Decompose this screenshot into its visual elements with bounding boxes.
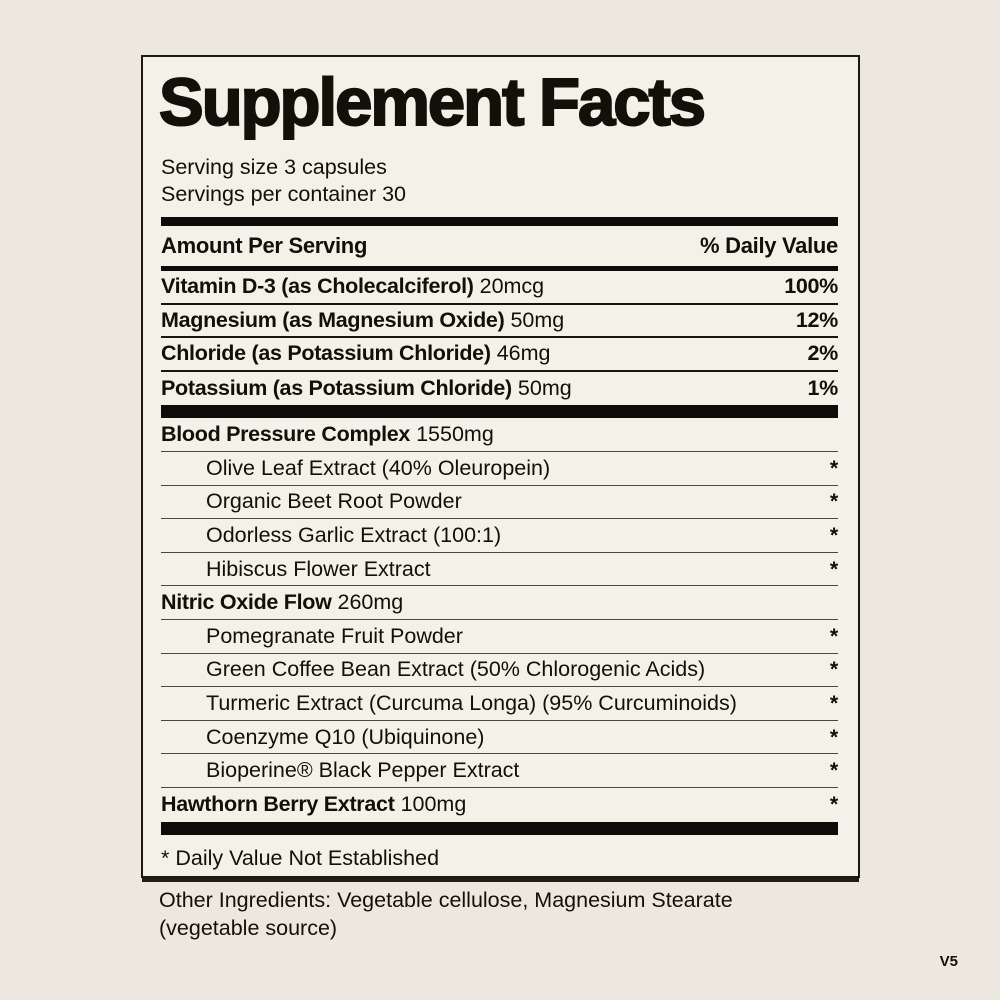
- nutrient-amount: 46mg: [496, 341, 551, 366]
- blend-amount: 260mg: [337, 590, 404, 615]
- ingredient-name: Bioperine® Black Pepper Extract: [206, 758, 520, 783]
- daily-value-header: % Daily Value: [700, 233, 838, 258]
- nutrient-daily-value: 100%: [784, 274, 838, 299]
- other-ingredients: [159, 886, 879, 942]
- nutrient-amount: 50mg: [510, 307, 565, 332]
- serving-size: Serving size 3 capsules: [161, 155, 387, 179]
- blend-amount: 1550mg: [416, 422, 494, 447]
- nutrient-name: Vitamin D-3 (as Cholecalciferol): [161, 274, 474, 299]
- ingredient-name: Turmeric Extract (Curcuma Longa) (95% Curcuminoids): [206, 690, 737, 715]
- panel-title: Supplement Facts: [159, 65, 705, 140]
- blend-header-row: [161, 788, 838, 822]
- ingredient-row: [161, 452, 838, 486]
- ingredient-row: [161, 654, 838, 688]
- ingredient-row: [161, 620, 838, 654]
- nutrient-row: [161, 338, 838, 372]
- ingredient-daily-value: *: [829, 522, 838, 547]
- ingredient-name: Odorless Garlic Extract (100:1): [206, 522, 502, 547]
- nutrient-daily-value: 12%: [795, 307, 838, 332]
- divider-bar-bottom: [161, 822, 838, 835]
- ingredient-daily-value: *: [829, 657, 838, 682]
- amount-per-serving-header: Amount Per Serving: [161, 233, 368, 258]
- servings-per-container: Servings per container 30: [161, 182, 407, 206]
- nutrient-daily-value: 1%: [807, 376, 838, 401]
- nutrient-daily-value: 2%: [807, 341, 838, 366]
- ingredient-daily-value: *: [829, 623, 838, 648]
- blend-name: Blood Pressure Complex: [161, 422, 411, 447]
- ingredient-daily-value: *: [829, 758, 838, 783]
- nutrient-amount: 20mcg: [479, 274, 545, 299]
- ingredient-daily-value: *: [829, 556, 838, 581]
- version-label: V5: [939, 953, 958, 970]
- nutrient-name: Magnesium (as Magnesium Oxide): [161, 307, 505, 332]
- blend-name: Hawthorn Berry Extract: [161, 792, 395, 817]
- ingredient-name: Hibiscus Flower Extract: [206, 556, 431, 581]
- ingredient-name: Green Coffee Bean Extract (50% Chlorogenic Acids): [206, 657, 706, 682]
- blend-daily-value: *: [829, 792, 838, 817]
- ingredient-daily-value: *: [829, 489, 838, 514]
- blend-header-row: [161, 418, 838, 452]
- column-headers: [161, 226, 838, 266]
- nutrient-row: [161, 305, 838, 339]
- ingredient-row: [161, 553, 838, 587]
- nutrient-name: Potassium (as Potassium Chloride): [161, 376, 512, 401]
- divider-bar-top: [161, 217, 838, 226]
- ingredient-name: Olive Leaf Extract (40% Oleuropein): [206, 455, 551, 480]
- nutrient-row: [161, 372, 838, 406]
- ingredient-daily-value: *: [829, 455, 838, 480]
- blend-amount: 100mg: [400, 792, 467, 817]
- nutrient-row: [161, 271, 838, 305]
- ingredient-name: Pomegranate Fruit Powder: [206, 623, 463, 648]
- daily-value-footnote: * Daily Value Not Established: [161, 845, 440, 870]
- divider-bar-section-1: [161, 405, 838, 418]
- ingredient-row: [161, 687, 838, 721]
- blend-name: Nitric Oxide Flow: [161, 590, 332, 615]
- nutrient-amount: 50mg: [517, 376, 572, 401]
- ingredient-row: [161, 486, 838, 520]
- ingredient-daily-value: *: [829, 690, 838, 715]
- ingredient-row: [161, 754, 838, 788]
- other-ingredients-line2: (vegetable source): [159, 916, 338, 940]
- ingredient-name: Organic Beet Root Powder: [206, 489, 462, 514]
- nutrient-name: Chloride (as Potassium Chloride): [161, 341, 491, 366]
- supplement-facts-panel: [141, 55, 860, 878]
- ingredient-row: [161, 519, 838, 553]
- ingredient-daily-value: *: [829, 724, 838, 749]
- ingredient-row: [161, 721, 838, 755]
- ingredient-name: Coenzyme Q10 (Ubiquinone): [206, 724, 485, 749]
- blend-header-row: [161, 586, 838, 620]
- other-ingredients-line1: Other Ingredients: Vegetable cellulose, Magnesium Stearate: [159, 888, 733, 912]
